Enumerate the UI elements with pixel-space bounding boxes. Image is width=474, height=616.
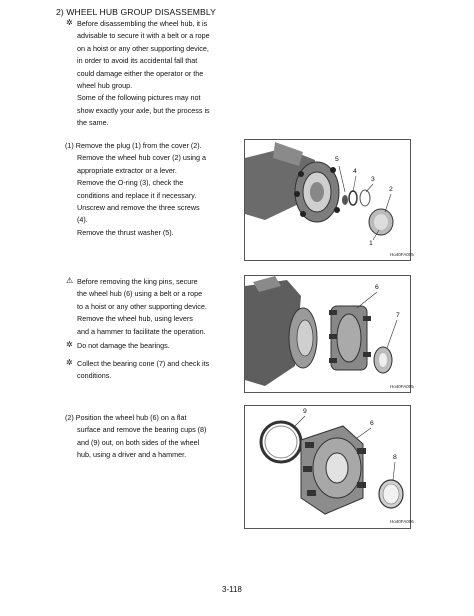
callout-label: 7 bbox=[396, 312, 400, 319]
note-symbol-icon: ✲ bbox=[66, 340, 73, 349]
leader-line bbox=[393, 462, 395, 480]
bearing-race bbox=[297, 320, 313, 356]
callout-label: 4 bbox=[353, 168, 357, 175]
warning-line: and a hammer to facilitate the operation. bbox=[77, 326, 206, 336]
hub-bore bbox=[326, 453, 348, 483]
figure-hub-removal bbox=[244, 275, 414, 393]
step-1-line: Remove the O-ring (3), check the bbox=[77, 178, 184, 188]
callout-label: 2 bbox=[389, 186, 393, 193]
hub-stud bbox=[363, 316, 371, 321]
leader-line bbox=[357, 292, 377, 308]
bearing-cups-illustration bbox=[245, 406, 410, 528]
callout-label: 5 bbox=[335, 156, 339, 163]
leader-line bbox=[353, 176, 356, 192]
page-number: 3-118 bbox=[222, 585, 242, 594]
note-3-line: conditions. bbox=[77, 371, 112, 381]
note-1-line: show exactly your axle, but the process is bbox=[77, 105, 210, 115]
note-1-line: in order to avoid its accidental fall that bbox=[77, 56, 198, 66]
figure-code: Ho40FA005 bbox=[390, 384, 414, 389]
thrust-washer bbox=[349, 191, 357, 205]
figure-bearing-cups bbox=[244, 405, 414, 529]
callout-label: 3 bbox=[371, 176, 375, 183]
hub-stud bbox=[305, 442, 314, 448]
callout-label: 6 bbox=[375, 284, 379, 291]
note-1-line: wheel hub group. bbox=[77, 81, 133, 91]
hub-stud bbox=[357, 448, 366, 454]
callout-label: 6 bbox=[370, 420, 374, 427]
note-1-line: Before disassembling the wheel hub, it is bbox=[77, 19, 208, 28]
note-1 bbox=[77, 18, 229, 130]
leader-line bbox=[385, 194, 391, 212]
hub-stud bbox=[357, 482, 366, 488]
leader-line bbox=[339, 166, 345, 192]
hub-stud bbox=[294, 191, 300, 197]
step-1-line: Remove the wheel hub cover (2) using a bbox=[77, 153, 207, 163]
hub-stud bbox=[334, 207, 340, 213]
note-3-line: Collect the bearing cone (7) and check its bbox=[77, 359, 210, 368]
hub-stud bbox=[329, 358, 337, 363]
warning-note bbox=[77, 276, 228, 338]
callout-label: 8 bbox=[393, 454, 397, 461]
step-2-line: hub, using a driver and a hammer. bbox=[77, 450, 187, 460]
warning-line: to a hoist or any other supporting device. bbox=[77, 301, 207, 311]
note-1-line: Some of the following pictures may not bbox=[77, 93, 201, 103]
note-symbol-icon: ✲ bbox=[66, 18, 73, 27]
step-2-line: and (9) out, on both sides of the wheel bbox=[77, 437, 200, 447]
step-2 bbox=[65, 412, 225, 462]
step-1-line: (4). bbox=[77, 215, 88, 225]
hub-cover-illustration bbox=[245, 140, 410, 260]
note-2-line: Do not damage the bearings. bbox=[77, 341, 170, 350]
figure-code: Ho40FA006 bbox=[390, 519, 414, 524]
note-1-line: on a hoist or any other supporting device, bbox=[77, 43, 209, 53]
note-1-line: the same. bbox=[77, 118, 109, 128]
hub-stud bbox=[307, 490, 316, 496]
bearing-cup-8-inner bbox=[383, 484, 399, 504]
hub-stud bbox=[329, 334, 337, 339]
leader-line bbox=[293, 416, 305, 428]
leader-line bbox=[366, 184, 373, 192]
step-1-line: (1) Remove the plug (1) from the cover (2). bbox=[65, 141, 202, 150]
hub-stud bbox=[329, 310, 337, 315]
callout-label: 9 bbox=[303, 408, 307, 415]
hub-cover-center bbox=[374, 214, 388, 230]
warning-line: Before removing the king pins, secure bbox=[77, 277, 198, 286]
step-1-line: conditions and replace it if necessary. bbox=[77, 190, 197, 200]
o-ring bbox=[360, 190, 370, 206]
warning-icon: ⚠ bbox=[66, 276, 74, 285]
figure-code: Ho40FA005 bbox=[390, 252, 414, 257]
bearing-cone-center bbox=[379, 353, 387, 367]
step-2-line: surface and remove the bearing cups (8) bbox=[77, 425, 207, 435]
section-title: 2) WHEEL HUB GROUP DISASSEMBLY bbox=[56, 7, 216, 17]
bearing-cup-9-inner bbox=[265, 426, 297, 458]
warning-line: the wheel hub (6) using a belt or a rope bbox=[77, 289, 203, 299]
hub-stud bbox=[303, 466, 312, 472]
hub-stud bbox=[363, 352, 371, 357]
note-1-line: could damage either the operator or the bbox=[77, 68, 204, 78]
note-2 bbox=[77, 340, 228, 352]
note-1-line: advisable to secure it with a belt or a rope bbox=[77, 31, 210, 41]
step-2-line: (2) Position the wheel hub (6) on a flat bbox=[65, 413, 187, 422]
hub-stud bbox=[298, 171, 304, 177]
leader-line bbox=[357, 428, 371, 438]
bearing-cup-9 bbox=[261, 422, 301, 462]
hub-stud bbox=[300, 211, 306, 217]
note-3 bbox=[77, 358, 228, 383]
screw-part bbox=[342, 195, 348, 205]
callout-label: 1 bbox=[369, 240, 373, 247]
hub-stud bbox=[330, 167, 336, 173]
leader-line bbox=[387, 320, 397, 348]
step-1-line: appropriate extractor or a lever. bbox=[77, 165, 177, 175]
step-1 bbox=[65, 140, 228, 239]
note-symbol-icon: ✲ bbox=[66, 358, 73, 367]
hub-removal-illustration bbox=[245, 276, 410, 392]
step-1-line: Remove the thrust washer (5). bbox=[77, 227, 174, 237]
figure-hub-cover bbox=[244, 139, 414, 261]
hub-center bbox=[310, 182, 324, 202]
step-1-line: Unscrew and remove the three screws bbox=[77, 203, 200, 213]
hub-flange bbox=[337, 314, 361, 362]
warning-line: Remove the wheel hub, using levers bbox=[77, 314, 193, 324]
